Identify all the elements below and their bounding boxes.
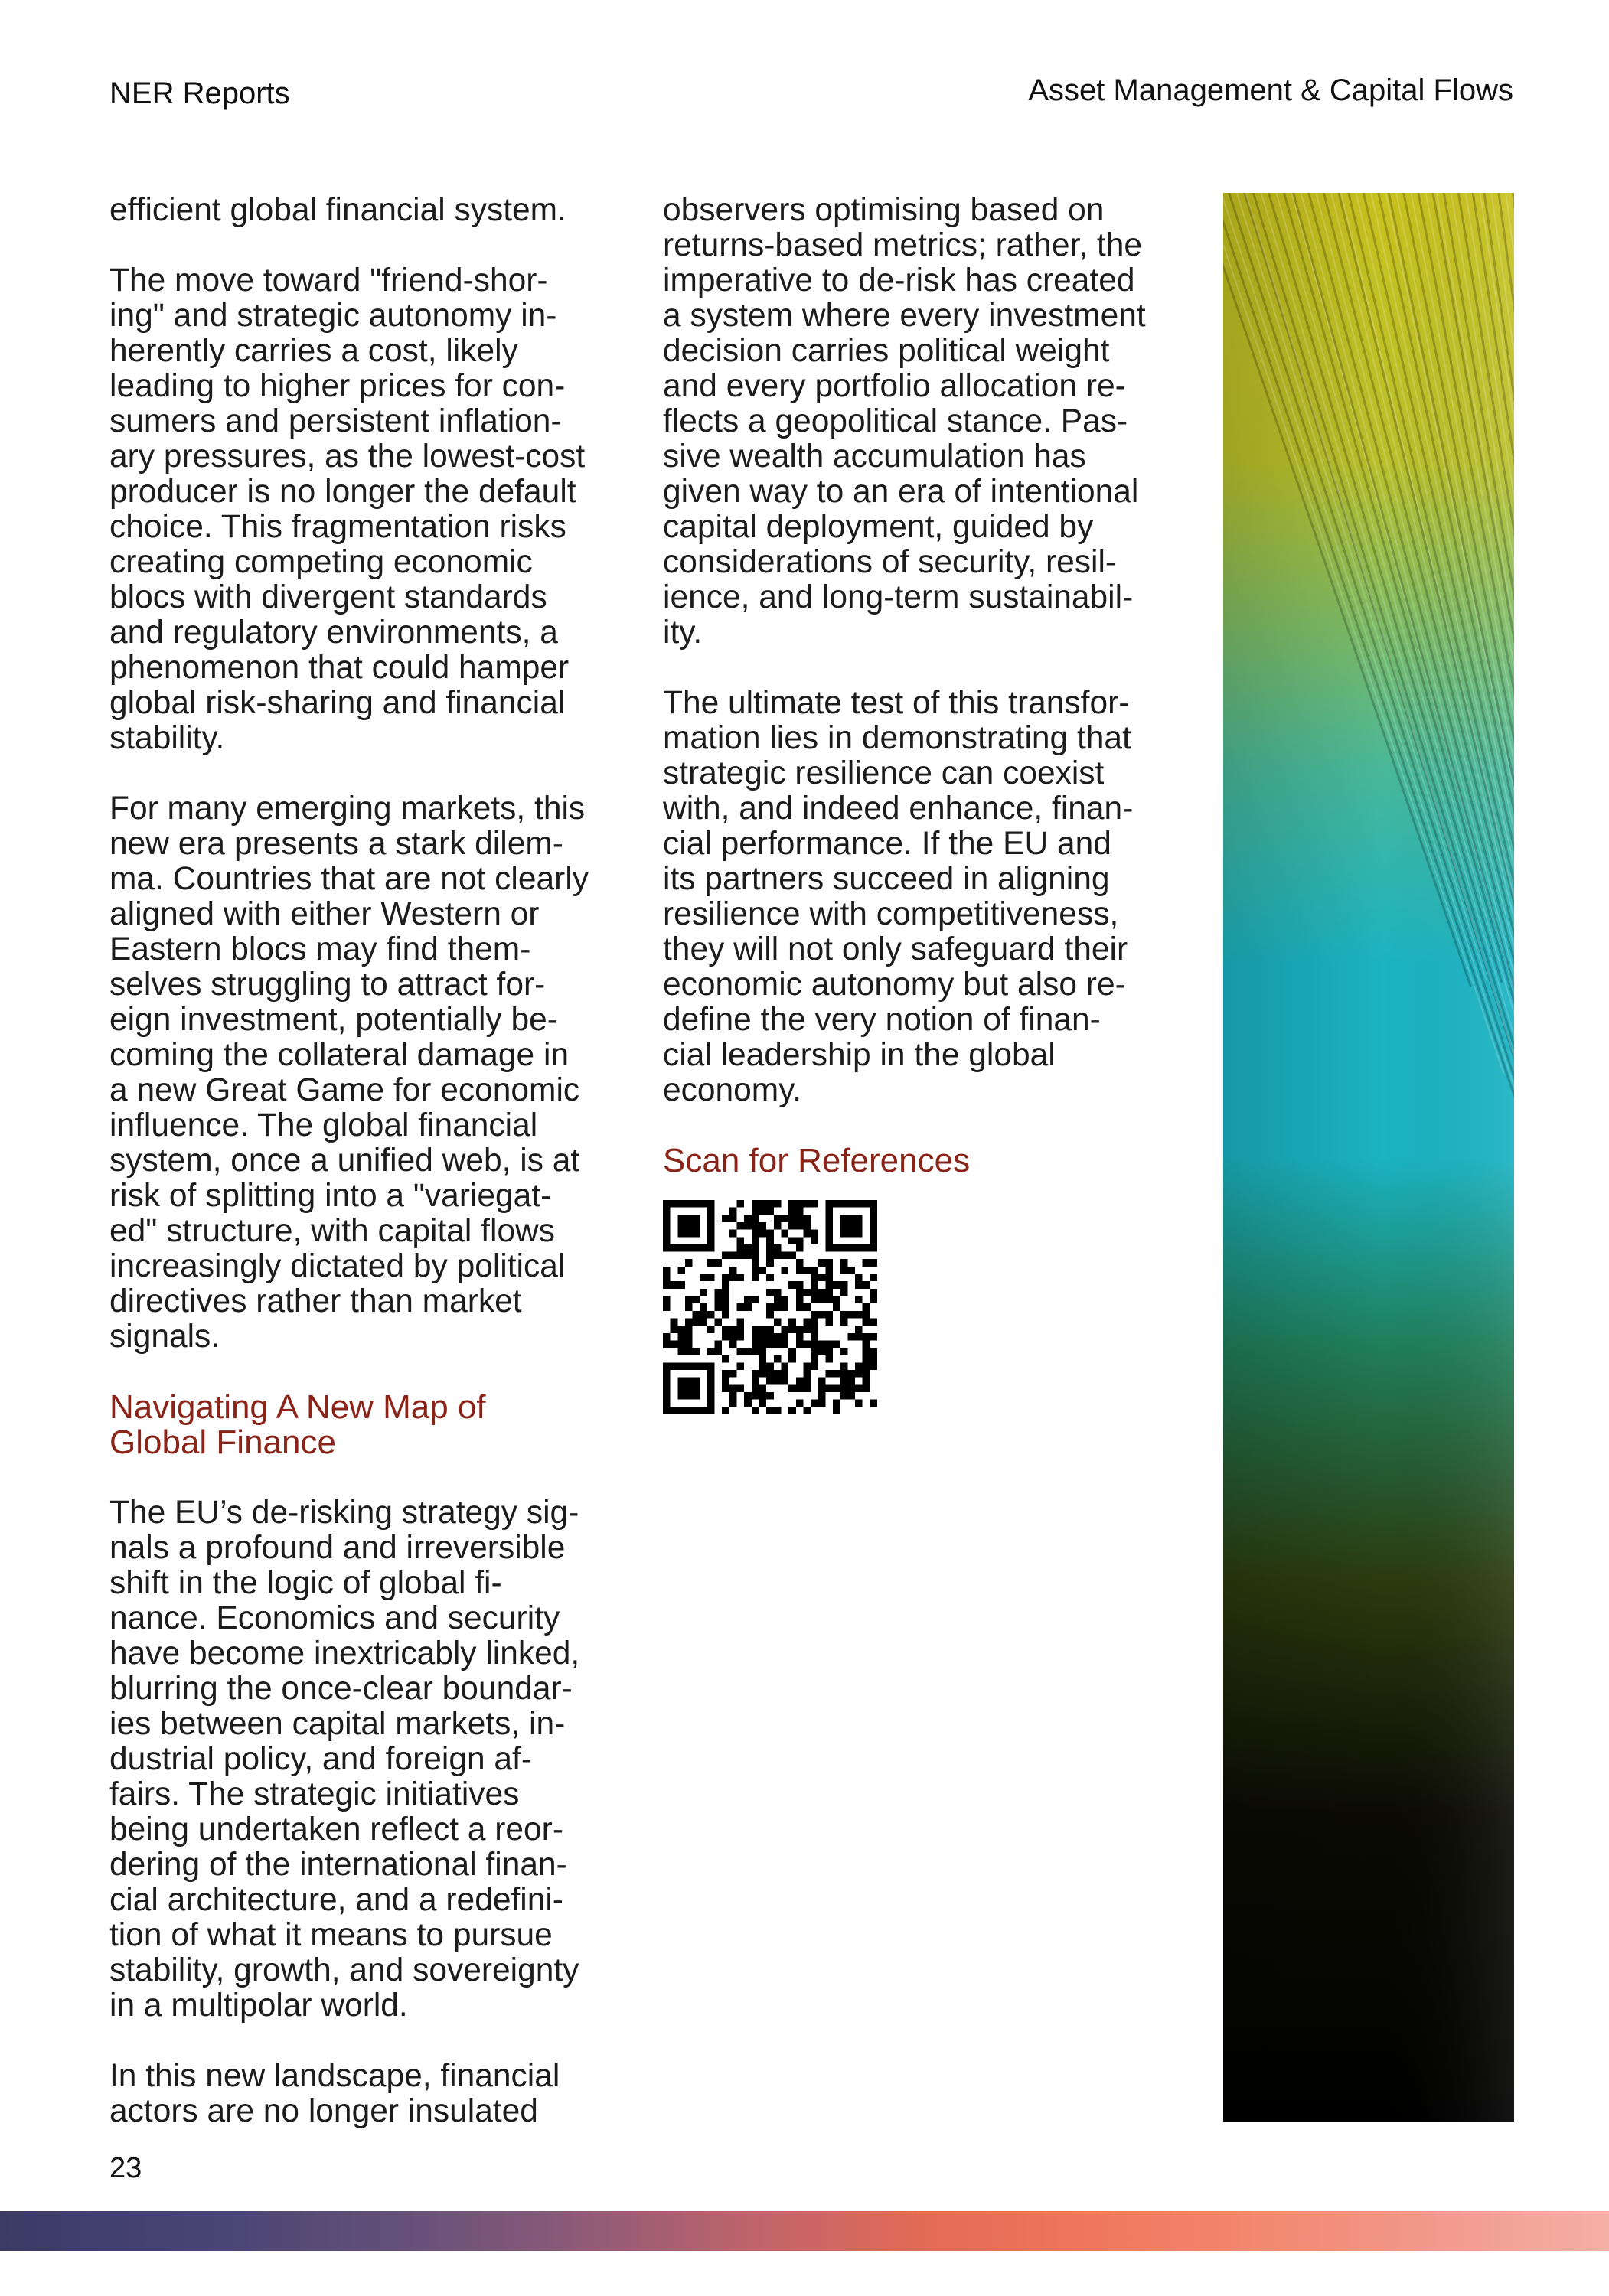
paragraph: For many emerging markets, this new era presents a stark dilem- ma. Countries that are not clearly aligned with either Western or Eastern blocs may find them- selves struggling to attract for- eign investment, potentially be- coming the collateral damage in a new Great Game for economic influence. The global financial system, once a unified web, is at risk of splitting into a "variegat- ed" structure, with capital flows increasingly dictated by political directives rather than market signals. bbox=[109, 791, 589, 1355]
qr-code-icon bbox=[663, 1200, 877, 1414]
page-number: 23 bbox=[109, 2152, 142, 2184]
references-heading: Scan for References bbox=[663, 1142, 971, 1179]
paragraph: The ultimate test of this transfor- mation lies in demonstrating that strategic resilience can coexist with, and indeed enhance, finan- cial performance. If the EU and its partners succeed in aligning resilience with competitiveness, they will not only safeguard their economic autonomy but also re- define the very notion of finan- cial leadership in the global economy. bbox=[663, 685, 1134, 1108]
references-qr-code[interactable] bbox=[663, 1200, 877, 1414]
paragraph: efficient global financial system. bbox=[109, 192, 566, 228]
decorative-gradient-image bbox=[1223, 193, 1514, 2122]
section-title: Asset Management & Capital Flows bbox=[1028, 73, 1513, 107]
section-heading: Navigating A New Map of Global Finance bbox=[109, 1388, 486, 1461]
footer-color-band bbox=[0, 2211, 1609, 2251]
abstract-lines-image bbox=[1223, 193, 1514, 2122]
paragraph: observers optimising based on returns-based metrics; rather, the imperative to de-risk has created a system where every investment decision carries political weight and every portfolio allocation re- flects a geopolitical stance. Pas- sive wealth accumulation has given way to an era of intentional capital deployment, guided by considerations of security, resil- ience, and long-term sustainabil- ity. bbox=[663, 192, 1146, 651]
paragraph: The EU’s de-risking strategy sig- nals a profound and irreversible shift in the logic of global fi- nance. Economics and security have become inextricably linked, blurring the once-clear boundar- ies between capital markets, in- dustrial policy, and foreign af- fairs. The strategic initiatives being undertaken reflect a reor- dering of the international finan- cial architecture, and a redefini- tion of what it means to pursue stability, growth, and sovereignty in a multipolar world. bbox=[109, 1495, 580, 2024]
paragraph: The move toward "friend-shor- ing" and strategic autonomy in- herently carries a cost, likely leading to higher prices for con- sumers and persistent inflation- ary pressures, as the lowest-cost producer is no longer the default choice. This fragmentation risks creating competing economic blocs with divergent standards and regulatory environments, a phenomenon that could hamper global risk-sharing and financial stability. bbox=[109, 263, 586, 756]
publication-name: NER Reports bbox=[109, 77, 290, 110]
paragraph: In this new landscape, financial actors are no longer insulated bbox=[109, 2058, 560, 2129]
text-column-left bbox=[109, 193, 645, 2164]
text-column-middle bbox=[663, 193, 1183, 1414]
